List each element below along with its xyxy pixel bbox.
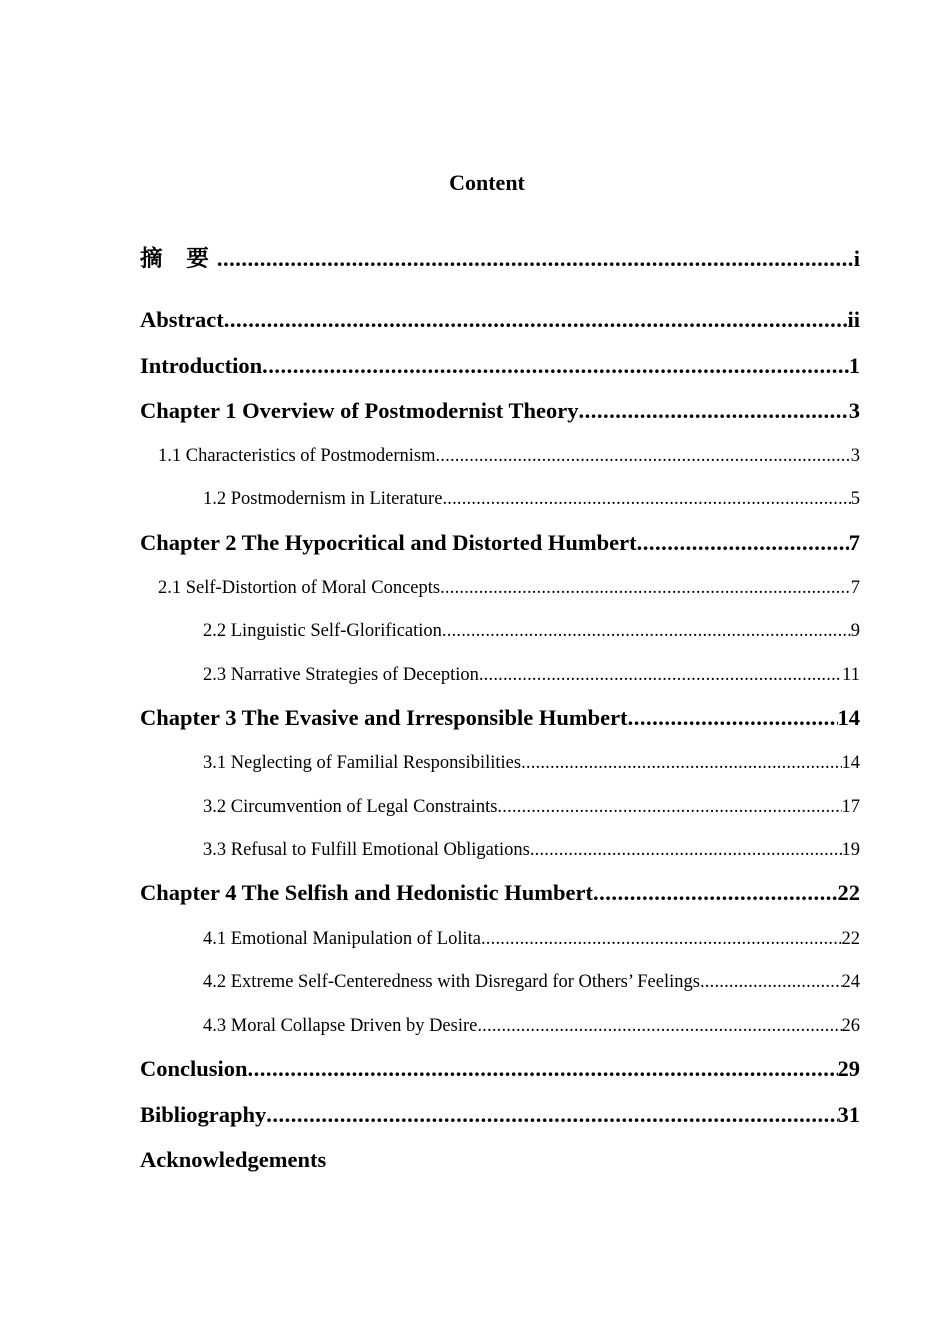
- dot-leader: [224, 305, 848, 335]
- toc-entry-title: Introduction: [140, 353, 263, 378]
- toc-entry-title: 4.2 Extreme Self-Centeredness with Disregard for Others’ Feelings: [203, 972, 700, 992]
- toc-entry-page: 7: [850, 578, 860, 598]
- toc-entry-page: 5: [850, 489, 860, 509]
- toc-entry-section-3-1[interactable]: [203, 751, 860, 775]
- toc-entry-chapter-2[interactable]: [140, 528, 860, 558]
- toc-entry-section-4-3[interactable]: [203, 1014, 860, 1038]
- dot-leader: [579, 396, 849, 426]
- toc-entry-title: 2.3 Narrative Strategies of Deception: [203, 665, 479, 685]
- dot-leader: [637, 528, 849, 558]
- toc-entry-page: 26: [841, 1016, 860, 1036]
- toc-entry-page: 31: [837, 1102, 860, 1127]
- toc-entry-title: Chapter 3 The Evasive and Irresponsible Humbert: [140, 705, 628, 730]
- toc-entry-page: 3: [848, 398, 860, 423]
- toc-entry-abstract-chinese[interactable]: [140, 244, 860, 274]
- toc-entry-title: Abstract: [140, 307, 224, 332]
- toc-entry-introduction[interactable]: [140, 351, 860, 381]
- dot-leader: [266, 1100, 837, 1130]
- dot-leader: [435, 444, 850, 468]
- toc-entry-section-2-3[interactable]: [203, 663, 860, 687]
- toc-entry-chapter-1[interactable]: [140, 396, 860, 426]
- toc-entry-page: 14: [841, 753, 860, 773]
- toc-entry-section-3-2[interactable]: [203, 795, 860, 819]
- dot-leader: [628, 703, 838, 733]
- toc-entry-abstract[interactable]: [140, 305, 860, 335]
- toc-entry-title: Chapter 2 The Hypocritical and Distorted Humbert: [140, 530, 637, 555]
- toc-entry-chapter-4[interactable]: [140, 878, 860, 908]
- toc-entry-page: 9: [850, 621, 860, 641]
- dot-leader: [477, 1014, 841, 1038]
- toc-entry-title: Chapter 1 Overview of Postmodernist Theory: [140, 398, 579, 423]
- toc-entry-section-1-1[interactable]: [158, 444, 860, 468]
- toc-entry-title: 4.3 Moral Collapse Driven by Desire: [203, 1016, 478, 1036]
- toc-entry-conclusion[interactable]: [140, 1054, 860, 1084]
- toc-entry-title: Chapter 4 The Selfish and Hedonistic Humbert: [140, 880, 593, 905]
- toc-entry-page: 14: [837, 705, 860, 730]
- toc-entry-title: 4.1 Emotional Manipulation of Lolita: [203, 929, 481, 949]
- dot-leader: [442, 487, 850, 511]
- dot-leader: [248, 1054, 838, 1084]
- dot-leader: [262, 351, 849, 381]
- toc-entry-title: 1.2 Postmodernism in Literature: [203, 489, 443, 509]
- toc-entry-page: 22: [841, 929, 860, 949]
- toc-entry-title: 3.1 Neglecting of Familial Responsibilities: [203, 753, 522, 773]
- toc-entry-page: 29: [837, 1056, 860, 1081]
- dot-leader: [217, 244, 854, 274]
- toc-entry-page: 24: [841, 972, 860, 992]
- toc-entry-section-4-1[interactable]: [203, 927, 860, 951]
- toc-entry-title: 摘 要: [140, 246, 217, 272]
- toc-entry-page: 11: [842, 665, 860, 685]
- toc-entry-acknowledgements[interactable]: [140, 1145, 860, 1175]
- toc-entry-page: 17: [841, 797, 860, 817]
- toc-entry-page: 22: [837, 880, 860, 905]
- dot-leader: [442, 619, 851, 643]
- toc-entry-title: 1.1 Characteristics of Postmodernism: [158, 446, 436, 466]
- toc-entry-page: ii: [847, 307, 860, 332]
- toc-entry-title: 3.3 Refusal to Fulfill Emotional Obligations: [203, 840, 530, 860]
- toc-entry-section-1-2[interactable]: [203, 487, 860, 511]
- toc-entry-page: 1: [848, 353, 860, 378]
- dot-leader: [497, 795, 841, 819]
- toc-entry-title: 2.1 Self-Distortion of Moral Concepts: [158, 578, 441, 598]
- toc-entry-title: Conclusion: [140, 1056, 248, 1081]
- toc-entry-page: 19: [841, 840, 860, 860]
- toc-entry-title: 2.2 Linguistic Self-Glorification: [203, 621, 442, 641]
- toc-entry-section-2-1[interactable]: [158, 576, 860, 600]
- toc-entry-section-3-3[interactable]: [203, 838, 860, 862]
- dot-leader: [700, 970, 842, 994]
- toc-entry-section-4-2[interactable]: [203, 970, 860, 994]
- dot-leader: [530, 838, 842, 862]
- page-title: Content: [449, 170, 525, 195]
- dot-leader: [440, 576, 851, 600]
- toc-entry-page: 7: [848, 530, 860, 555]
- dot-leader: [593, 878, 838, 908]
- toc-entry-page: i: [853, 246, 860, 271]
- toc-entry-bibliography[interactable]: [140, 1100, 860, 1130]
- toc-entry-title: Bibliography: [140, 1102, 267, 1127]
- toc-entry-title: Acknowledgements: [140, 1147, 327, 1172]
- toc-entry-page: 3: [850, 446, 860, 466]
- dot-leader: [479, 663, 842, 687]
- toc-entry-title: 3.2 Circumvention of Legal Constraints: [203, 797, 498, 817]
- dot-leader: [481, 927, 842, 951]
- toc-entry-chapter-3[interactable]: [140, 703, 860, 733]
- toc-entry-section-2-2[interactable]: [203, 619, 860, 643]
- dot-leader: [521, 751, 841, 775]
